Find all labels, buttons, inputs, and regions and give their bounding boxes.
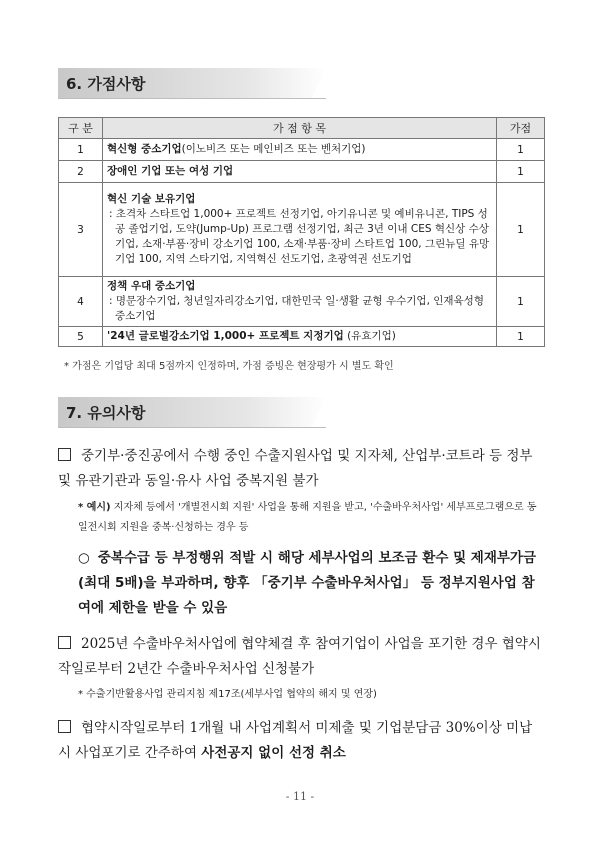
row-score: 1 (497, 139, 545, 161)
table-row (59, 327, 545, 347)
row-item (103, 139, 497, 161)
row-number: 1 (59, 139, 103, 161)
page-number: - 11 - (285, 790, 315, 803)
header-item: 가 점 항 목 (103, 118, 497, 139)
checkbox-square-icon (58, 720, 71, 733)
bonus-note: * 가점은 기업당 최대 5점까지 인정하며, 가점 증빙은 현장평가 시 별도 확인 (64, 361, 394, 372)
row-title: 장애인 기업 또는 여성 기업 (107, 165, 234, 177)
notice-item-4-bold: 사전공지 없이 선정 취소 (201, 745, 346, 761)
row-score: 1 (497, 277, 545, 327)
item3-note: * 수출기반활용사업 관리지침 제17조(세부사업 협약의 해지 및 연장) (78, 689, 377, 700)
row-detail: : 명문장수기업, 청년일자리강소기업, 대한민국 일·생활 균형 우수기업, 인재육성형 중소기업 (109, 295, 484, 322)
header-category: 구 분 (59, 118, 103, 139)
row-title: 혁신형 중소기업 (107, 143, 182, 155)
notice-item-4 (58, 716, 548, 766)
row-number: 2 (59, 161, 103, 183)
row-number: 4 (59, 277, 103, 327)
row-suffix: (유효기업) (343, 330, 396, 342)
row-title: 혁신 기술 보유기업 (107, 193, 196, 205)
notice-item-2-text: 중복수급 등 부정행위 적발 시 해당 세부사업의 보조금 환수 및 제재부가금(최대 5배)을 부과하며, 향후 「중기부 수출바우처사업」 등 정부지원사업 참여에 제한을 받을 수 있음 (78, 550, 537, 616)
row-item (103, 277, 497, 327)
circle-bullet-icon: ○ (78, 550, 90, 566)
section6-header (58, 68, 326, 99)
notice-item-1 (58, 444, 548, 494)
header-score: 가점 (497, 118, 545, 139)
row-item (103, 183, 497, 277)
section7-title: 7. 유의사항 (66, 404, 146, 422)
notice-item-3 (58, 632, 548, 682)
example-label: * 예시) (78, 502, 111, 513)
table-row (59, 183, 545, 277)
section6-title: 6. 가점사항 (66, 75, 146, 93)
bonus-points-table (58, 117, 545, 347)
checkbox-square-icon (58, 636, 71, 649)
example-text: 지자체 등에서 '개별전시회 지원' 사업을 통해 지원을 받고, '수출바우처사업' 세부프로그램으로 동일전시회 지원을 중복·신청하는 경우 등 (78, 502, 537, 533)
row-score: 1 (497, 183, 545, 277)
notice-item-1-text: 중기부·중진공에서 수행 중인 수출지원사업 및 지자체, 산업부·코트라 등 정부 및 유관기관과 동일·유사 사업 중복지원 불가 (58, 448, 533, 489)
example-note (78, 498, 546, 538)
notice-item-2 (78, 546, 544, 621)
row-item (103, 327, 497, 347)
table-row (59, 161, 545, 183)
table-row (59, 277, 545, 327)
row-title: '24년 글로벌강소기업 1,000+ 프로젝트 지정기업 (107, 330, 344, 342)
row-title: 정책 우대 중소기업 (107, 280, 196, 292)
row-detail: : 초격차 스타트업 1,000+ 프로젝트 선정기업, 아기유니콘 및 예비유니콘, TIPS 성공 졸업기업, 도약(Jump-Up) 프로그램 선정기업, 최근 3년 이내 CES 혁신상 수상기업, 소재·부품·장비 강소기업 100, 소재·부품·장비 스타트업 100, 그린뉴딜 유망기업 100, 지역 스타기업, 지역혁신 선도기업, 초광역권 선도기업 (109, 208, 490, 265)
row-score: 1 (497, 327, 545, 347)
checkbox-square-icon (58, 448, 71, 461)
row-number: 3 (59, 183, 103, 277)
row-number: 5 (59, 327, 103, 347)
row-suffix: (이노비즈 또는 메인비즈 또는 벤처기업) (181, 143, 366, 155)
notice-item-3-text: 2025년 수출바우처사업에 협약체결 후 참여기업이 사업을 포기한 경우 협약시작일로부터 2년간 수출바우처사업 신청불가 (58, 636, 541, 677)
table-header-row (59, 118, 545, 139)
row-item (103, 161, 497, 183)
row-score: 1 (497, 161, 545, 183)
table-row (59, 139, 545, 161)
notice-item-4-text: 협약시작일로부터 1개월 내 사업계획서 미제출 및 기업분담금 30%이상 미납 시 사업포기로 간주하여 (58, 720, 533, 761)
section7-header (58, 397, 326, 428)
